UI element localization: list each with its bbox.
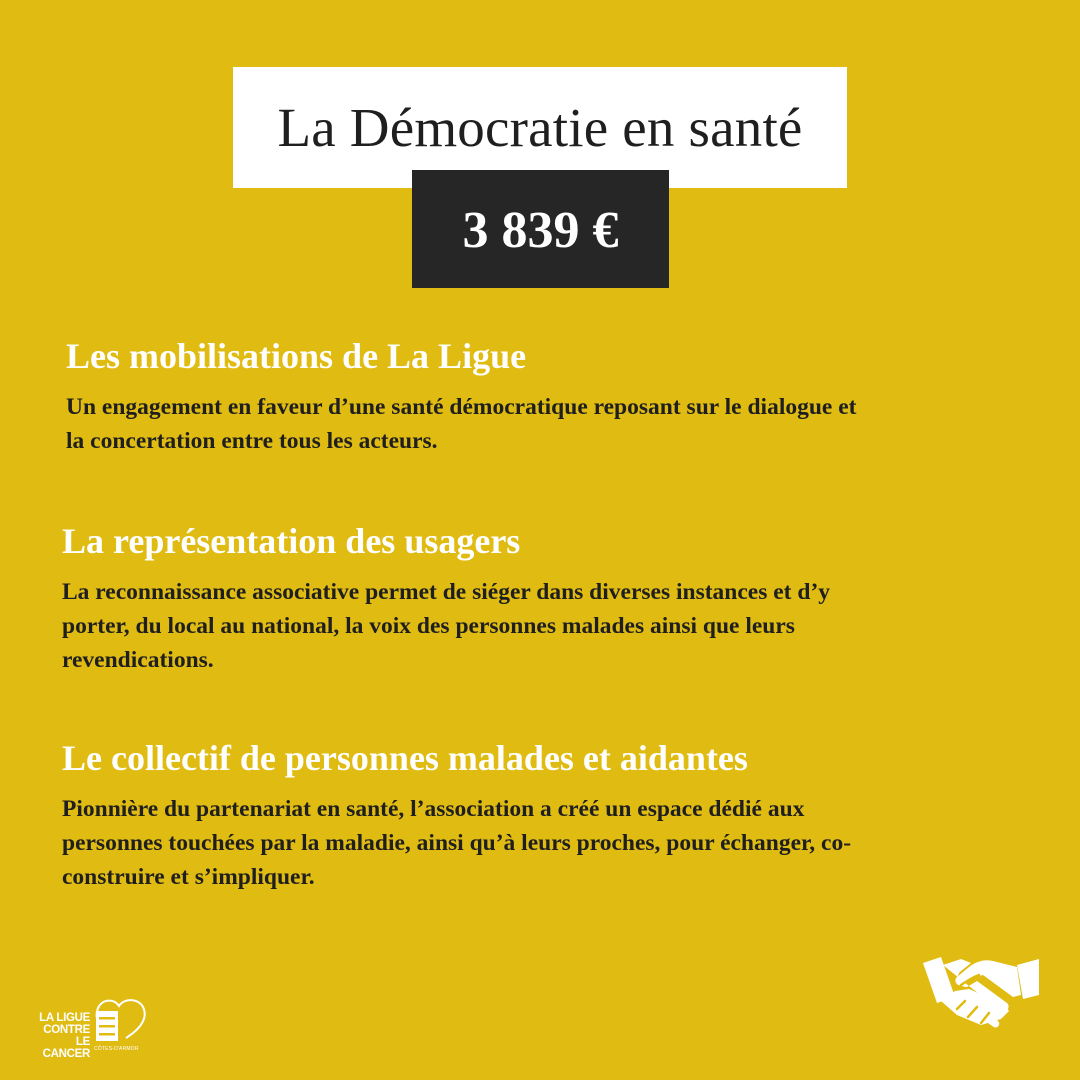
- body-line: porter, du local au national, la voix des personnes malades ainsi que leurs: [62, 613, 795, 639]
- section-body: [62, 792, 1022, 894]
- logo-text: [32, 1012, 90, 1060]
- body-line: Pionnière du partenariat en santé, l’association a créé un espace dédié aux: [62, 796, 805, 822]
- body-line: Un engagement en faveur d’une santé démocratique reposant sur le dialogue et: [66, 394, 857, 420]
- page-title: La Démocratie en santé: [277, 97, 803, 158]
- section-body: [62, 575, 1022, 677]
- handshake-icon: [921, 945, 1041, 1040]
- logo-line: LE CANCER: [42, 1036, 90, 1060]
- section-heading: La représentation des usagers: [62, 521, 521, 561]
- body-line: revendications.: [62, 647, 214, 673]
- logo-line: CONTRE: [43, 1024, 90, 1036]
- section-heading: Les mobilisations de La Ligue: [66, 336, 527, 376]
- section-heading: Le collectif de personnes malades et aidantes: [62, 738, 748, 778]
- body-line: personnes touchées par la maladie, ainsi qu’à leurs proches, pour échanger, co-: [62, 830, 852, 856]
- amount-value: 3 839 €: [462, 201, 619, 259]
- heart-logo-icon: [92, 994, 150, 1046]
- logo-subtitle: CÔTES-D'ARMOR: [94, 1046, 139, 1052]
- body-line: La reconnaissance associative permet de siéger dans diverses instances et d’y: [62, 579, 831, 605]
- section-representation: [62, 521, 1022, 677]
- section-body: [66, 390, 1026, 458]
- body-line: construire et s’impliquer.: [62, 864, 315, 890]
- organization-logo: [32, 990, 150, 1060]
- section-collectif: [62, 738, 1022, 894]
- logo-line: LA LIGUE: [39, 1012, 90, 1024]
- body-line: la concertation entre tous les acteurs.: [66, 428, 438, 454]
- section-mobilisations: [66, 336, 1026, 458]
- amount-box: [412, 170, 669, 288]
